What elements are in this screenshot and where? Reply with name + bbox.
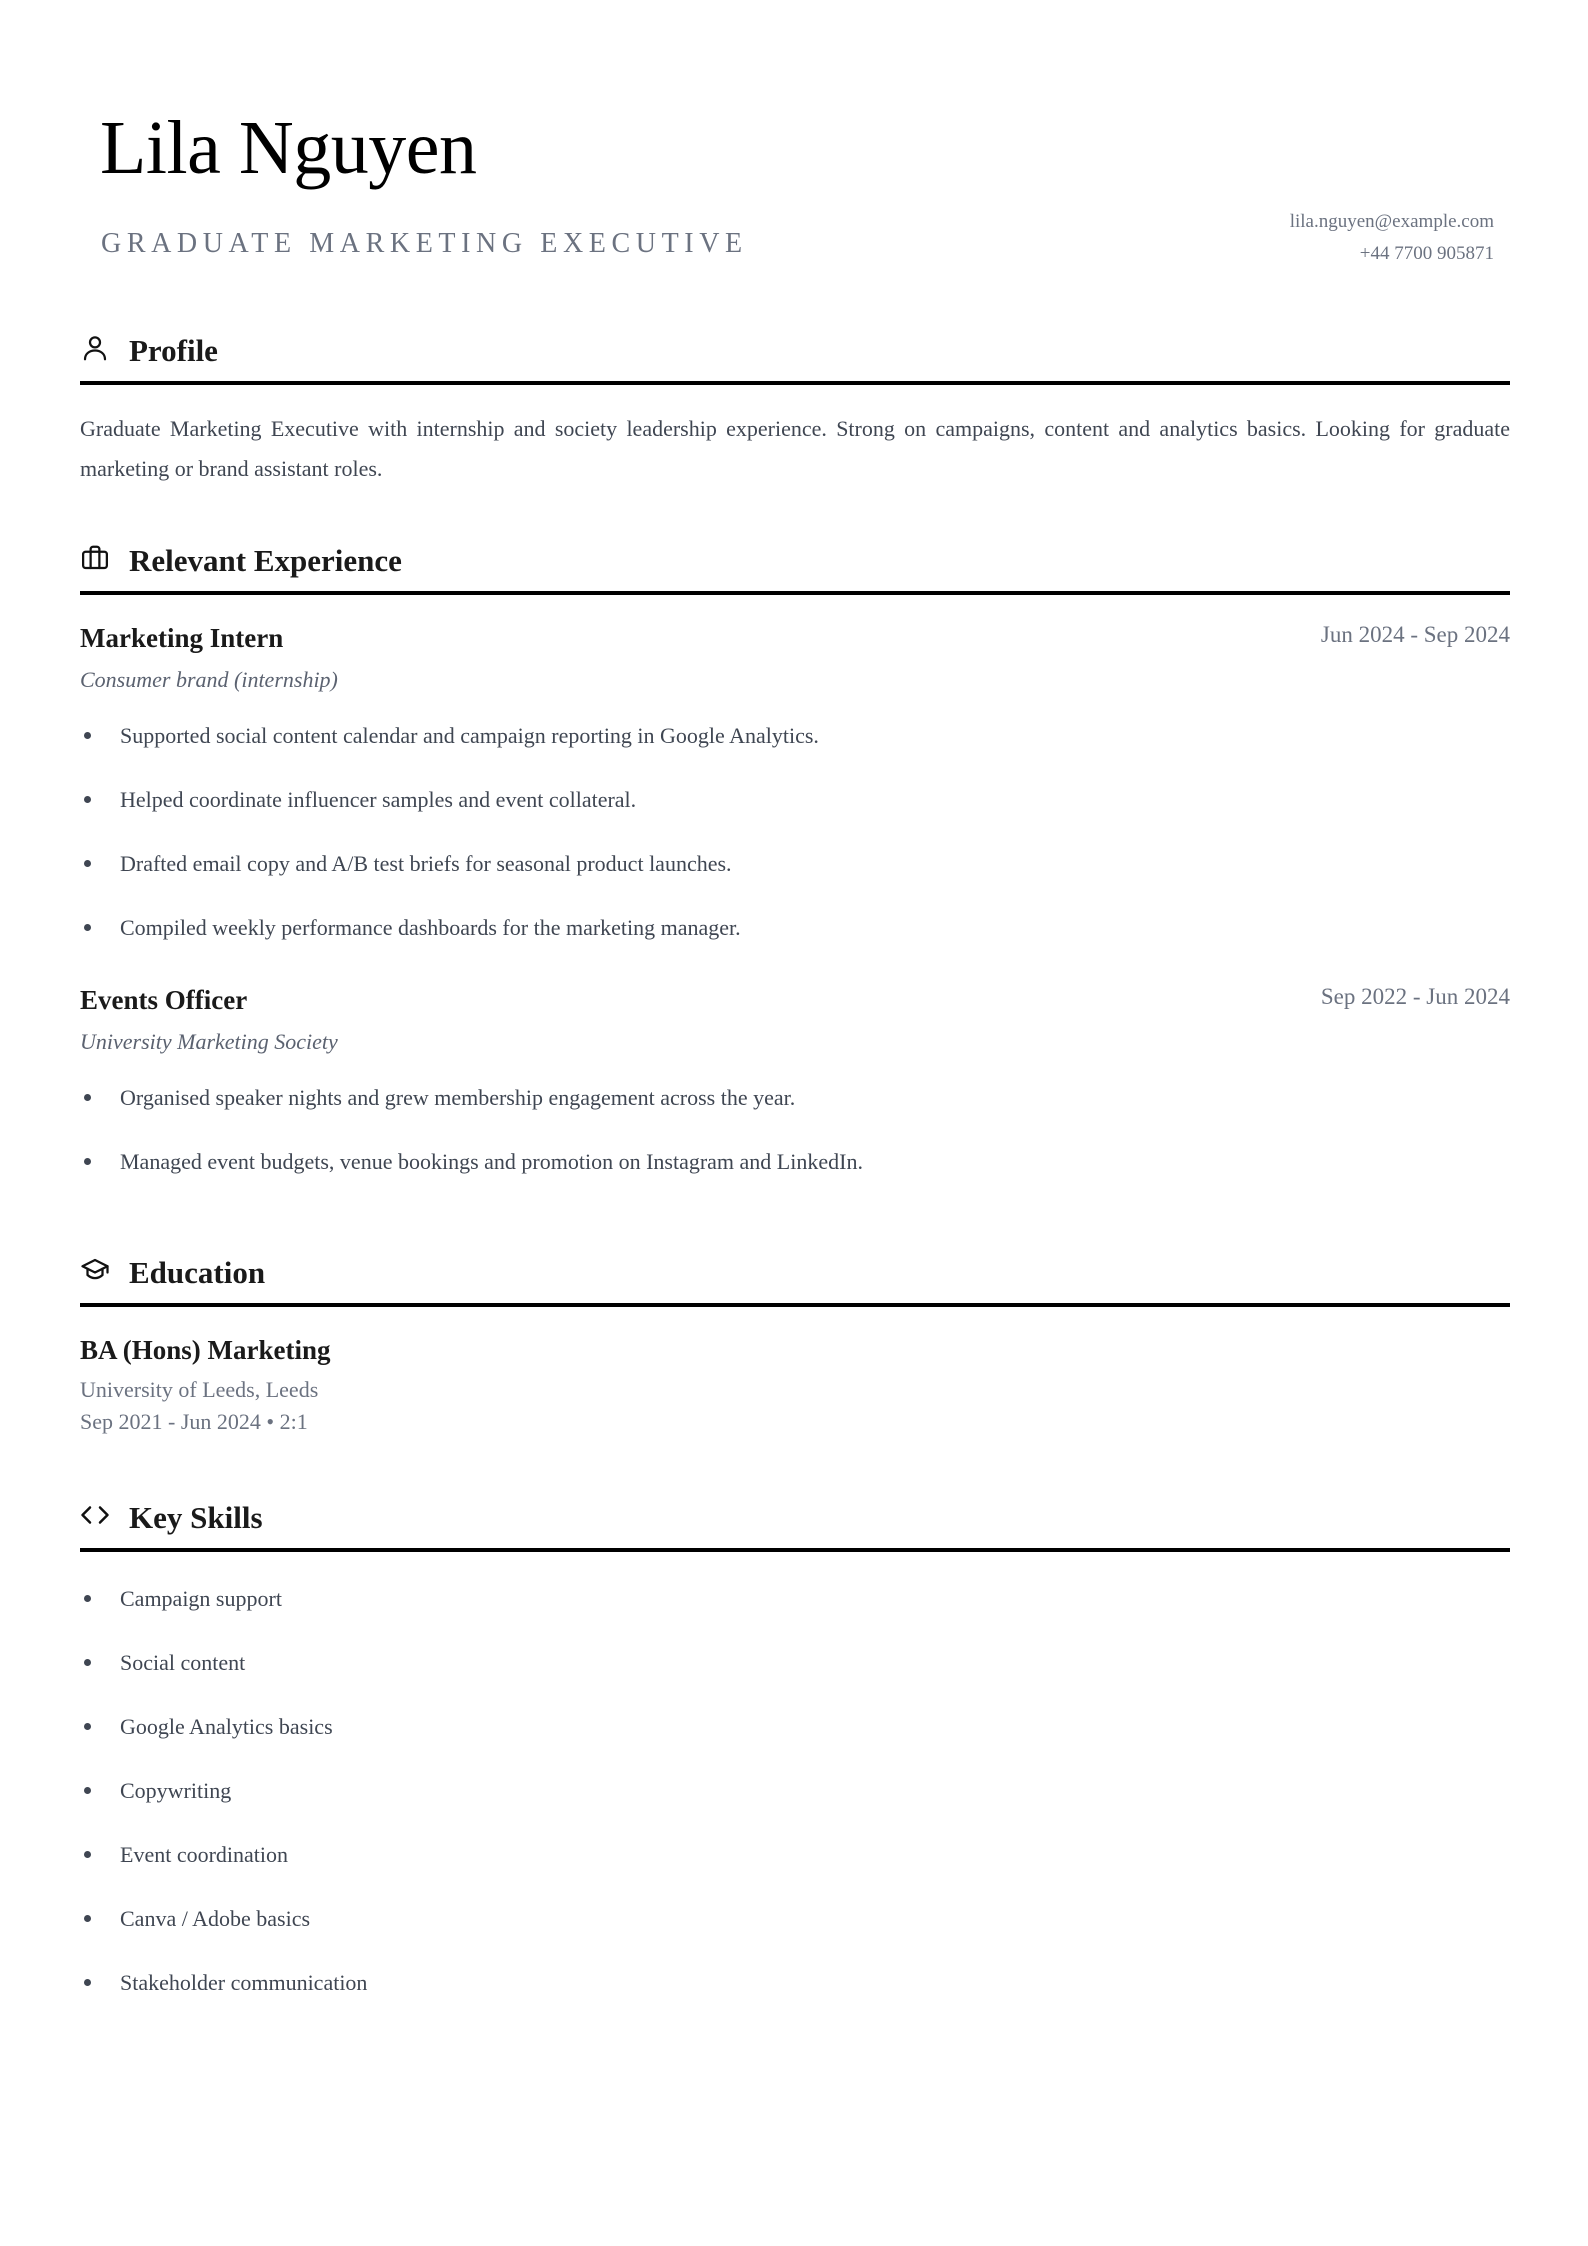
bullet-icon bbox=[84, 1094, 91, 1101]
job-dates: Sep 2022 - Jun 2024 bbox=[1320, 984, 1510, 1009]
briefcase-icon bbox=[80, 543, 110, 573]
job-bullet-text: Organised speaker nights and grew membership engagement across the year. bbox=[120, 1085, 796, 1110]
skill-item bbox=[80, 1588, 1510, 1652]
skill-item bbox=[80, 1780, 1510, 1844]
job-title: Events Officer bbox=[80, 985, 248, 1015]
job-bullet bbox=[80, 1087, 1510, 1151]
education-institution: University of Leeds, Leeds bbox=[80, 1377, 319, 1402]
bullet-icon bbox=[84, 1723, 91, 1730]
bullet-icon bbox=[84, 732, 91, 739]
job-bullet bbox=[80, 789, 1510, 853]
job-dates: Jun 2024 - Sep 2024 bbox=[1320, 622, 1510, 647]
skills-section bbox=[80, 1492, 1510, 2036]
education-details: Sep 2021 - Jun 2024 • 2:1 bbox=[80, 1409, 308, 1434]
profile-title: Profile bbox=[129, 333, 218, 368]
job-bullet bbox=[80, 1151, 1510, 1215]
skill-text: Campaign support bbox=[120, 1586, 282, 1611]
education-heading bbox=[80, 1247, 1510, 1307]
job-title: Marketing Intern bbox=[80, 623, 284, 653]
contact-phone[interactable]: +44 7700 905871 bbox=[1359, 243, 1494, 264]
profile-summary: Graduate Marketing Executive with internship and society leadership experience. Strong on campaigns, content and analytics basics. Looking for graduate marketing or brand assistant roles. bbox=[80, 416, 1510, 481]
job-bullet-text: Compiled weekly performance dashboards for the marketing manager. bbox=[120, 915, 741, 940]
bullet-icon bbox=[84, 1787, 91, 1794]
education-entry bbox=[80, 1337, 1510, 1438]
job-organization: University Marketing Society bbox=[80, 1029, 338, 1054]
skill-text: Copywriting bbox=[120, 1778, 232, 1803]
job-header bbox=[80, 619, 1510, 655]
bullet-icon bbox=[84, 1979, 91, 1986]
skill-text: Event coordination bbox=[120, 1842, 289, 1867]
job-bullet-text: Managed event budgets, venue bookings and promotion on Instagram and LinkedIn. bbox=[120, 1149, 863, 1174]
person-icon bbox=[80, 333, 110, 363]
job-bullet bbox=[80, 725, 1510, 789]
bullet-icon bbox=[84, 924, 91, 931]
experience-heading bbox=[80, 535, 1510, 595]
job-bullet-text: Supported social content calendar and campaign reporting in Google Analytics. bbox=[120, 723, 819, 748]
bullet-icon bbox=[84, 860, 91, 867]
skill-item bbox=[80, 1908, 1510, 1972]
job-bullet bbox=[80, 853, 1510, 917]
skills-list bbox=[80, 1588, 1510, 2036]
bullet-icon bbox=[84, 1595, 91, 1602]
graduation-cap-icon bbox=[80, 1255, 110, 1285]
job-bullet-text: Helped coordinate influencer samples and event collateral. bbox=[120, 787, 637, 812]
job-entry bbox=[80, 619, 1510, 981]
contact-email[interactable]: lila.nguyen@example.com bbox=[1289, 211, 1494, 232]
bullet-icon bbox=[84, 1659, 91, 1666]
job-bullets bbox=[80, 1087, 1510, 1215]
profile-section bbox=[80, 325, 1510, 489]
job-entry bbox=[80, 981, 1510, 1215]
skill-text: Google Analytics basics bbox=[120, 1714, 333, 1739]
skill-item bbox=[80, 1844, 1510, 1908]
job-bullets bbox=[80, 725, 1510, 981]
skill-text: Social content bbox=[120, 1650, 246, 1675]
candidate-name: Lila Nguyen bbox=[100, 106, 477, 190]
skill-item bbox=[80, 1652, 1510, 1716]
skill-item bbox=[80, 1716, 1510, 1780]
job-organization: Consumer brand (internship) bbox=[80, 667, 338, 692]
job-bullet-text: Drafted email copy and A/B test briefs for seasonal product launches. bbox=[120, 851, 732, 876]
experience-section bbox=[80, 535, 1510, 1215]
experience-title: Relevant Experience bbox=[129, 543, 402, 578]
job-bullet bbox=[80, 917, 1510, 981]
education-section bbox=[80, 1247, 1510, 1438]
skill-text: Stakeholder communication bbox=[120, 1970, 368, 1995]
skill-item bbox=[80, 1972, 1510, 2036]
bullet-icon bbox=[84, 1851, 91, 1858]
education-title: Education bbox=[129, 1255, 266, 1290]
code-icon bbox=[80, 1500, 110, 1530]
job-header bbox=[80, 981, 1510, 1017]
bullet-icon bbox=[84, 1158, 91, 1165]
skills-heading bbox=[80, 1492, 1510, 1552]
candidate-role: GRADUATE MARKETING EXECUTIVE bbox=[101, 228, 748, 259]
education-degree: BA (Hons) Marketing bbox=[80, 1335, 331, 1365]
contact-block bbox=[1290, 206, 1494, 270]
skills-title: Key Skills bbox=[129, 1500, 263, 1535]
skill-text: Canva / Adobe basics bbox=[120, 1906, 311, 1931]
bullet-icon bbox=[84, 1915, 91, 1922]
bullet-icon bbox=[84, 796, 91, 803]
profile-heading bbox=[80, 325, 1510, 385]
